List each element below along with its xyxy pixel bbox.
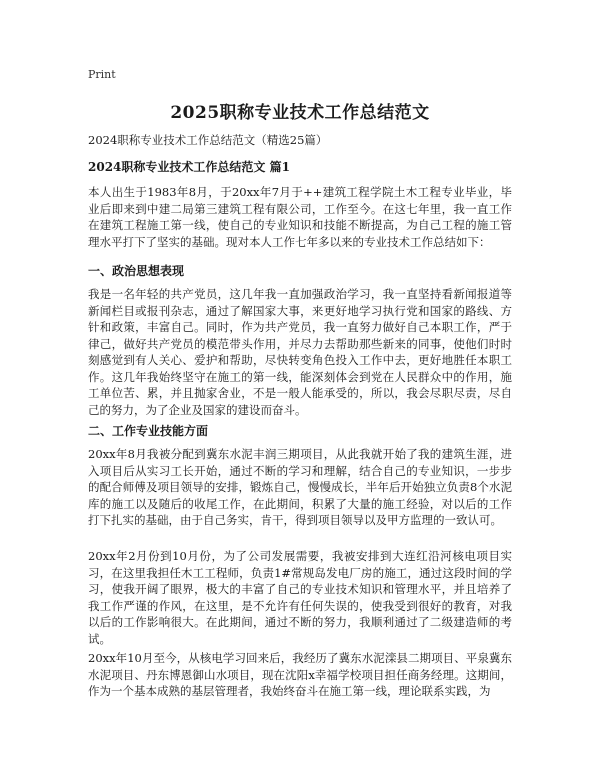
heading-skills: 二、工作专业技能方面 bbox=[88, 424, 209, 438]
document-subtitle: 2024职称专业技术工作总结范文（精选25篇） bbox=[88, 133, 328, 147]
section-title: 2024职称专业技术工作总结范文 篇1 bbox=[88, 160, 290, 174]
skills-paragraph-3: 20xx年10月至今，从核电学习回来后，我经历了冀东水泥滦县二期项目、平泉冀东水泥项目、丹东博恩御山水项目，现在沈阳x幸福学校项目担任商务经理。这期间，作为一个基本成熟的基层管理者，我始终奋斗在施工第一线，理论联系实践，为 bbox=[88, 651, 512, 698]
intro-paragraph: 本人出生于1983年8月，于20xx年7月于++建筑工程学院土木工程专业毕业，毕业后即来到中建二局第三建筑工程有限公司，工作至今。在这七年里，我一直工作在建筑工程施工第一线，使自己的专业知识和技能不断提高，为自己工程的施工管理水平打下了坚实的基础。现对本人工作七年多以来的专业技术工作总结如下： bbox=[88, 185, 512, 249]
heading-political: 一、政治思想表现 bbox=[88, 264, 185, 278]
skills-paragraph-2: 20xx年2月份到10月份，为了公司发展需要，我被安排到大连红沿河核电项目实习，在这里我担任木工工程师，负责1#常规岛发电厂房的施工，通过这段时间的学习，使我开阔了眼界，极大的丰富了自己的专业技术知识和管理水平，并且培养了我工作严谨的作风，在这里，是不允许有任何失误的，使我受到很好的教育，对我以后的工作影响很大。在此期间，通过不断的努力，我顺利通过了二级建造师的考试。 bbox=[88, 549, 512, 646]
document-title: 2025职称专业技术工作总结范文 bbox=[170, 103, 430, 123]
political-paragraph: 我是一名年轻的共产党员，这几年我一直加强政治学习，我一直坚持看新闻报道等新闻栏目或报刊杂志，通过了解国家大事，来更好地学习执行党和国家的路线、方针和政策，丰富自己。同时，作为共产党员，我一直努力做好自己本职工作，严于律己，做好共产党员的模范带头作用，并尽力去帮助那些新来的同事，使他们时时刻感觉到有人关心、爱护和帮助，尽快转变角色投入工作中去，更好地胜任本职工作。这几年我始终坚守在施工的第一线，能深刻体会到党在人民群众中的作用，施工单位苦、累，并且抛家舍业，不是一般人能承受的，所以，我会尽职尽责，尽自己的努力，为了企业及国家的建设而奋斗。 bbox=[88, 287, 512, 417]
print-label[interactable]: Print bbox=[88, 68, 116, 81]
skills-paragraph-1: 20xx年8月我被分配到冀东水泥丰润三期项目，从此我就开始了我的建筑生涯，进入项目后从实习工长开始，通过不断的学习和理解，结合自己的专业知识，一步步的配合师傅及项目领导的安排，锻炼自己，慢慢成长，半年后开始独立负责8个水泥库的施工以及随后的收尾工作，在此期间，积累了大量的施工经验，对以后的工作打下扎实的基础，由于自己务实，肯干，得到项目领导以及甲方监理的一致认可。 bbox=[88, 447, 512, 527]
